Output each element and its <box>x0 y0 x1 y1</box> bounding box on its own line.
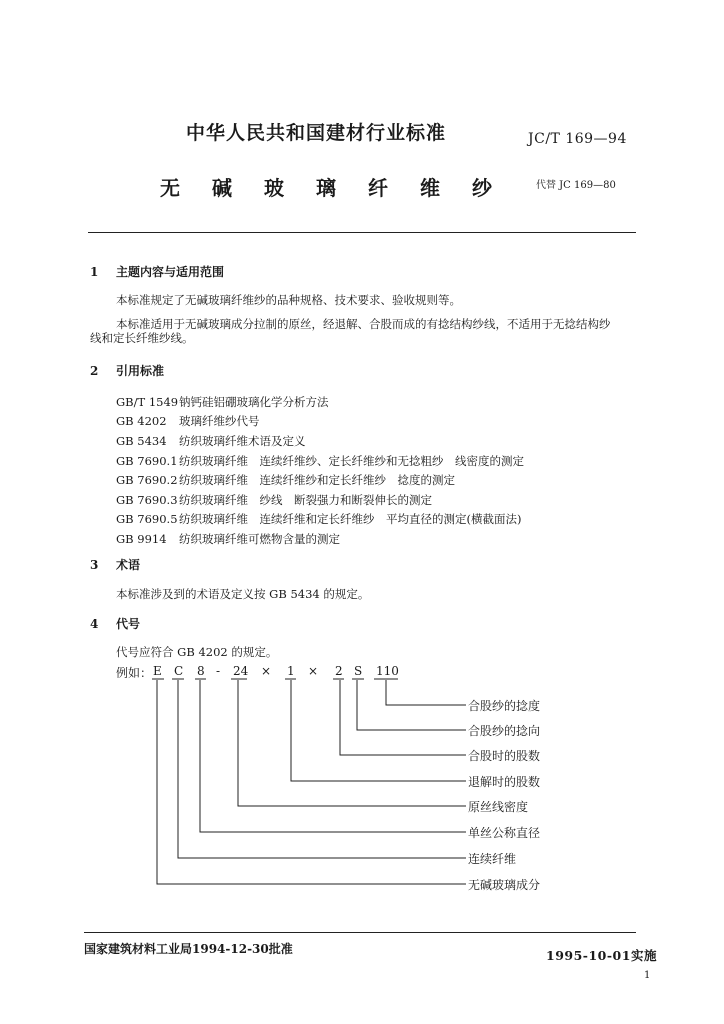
paragraph: 代号应符合 GB 4202 的规定。 <box>116 645 278 659</box>
reference-title: 纺织玻璃纤维 连续纤维纱、定长纤维纱和无捻粗纱 线密度的测定 <box>179 454 524 468</box>
leader-diameter <box>200 680 466 832</box>
section-title: 主题内容与适用范围 <box>116 265 225 279</box>
reference-title: 玻璃纤维纱代号 <box>179 414 260 428</box>
effective-date: 1995-10-01实施 <box>546 948 657 963</box>
code-part-twist: 110 <box>376 664 399 678</box>
reference-code: GB 5434 <box>116 434 167 448</box>
approval-statement: 国家建筑材料工业局1994-12-30批准 <box>84 942 293 956</box>
reference-code: GB 4202 <box>116 414 167 428</box>
page-number: 1 <box>644 970 651 981</box>
reference-code: GB 7690.5 <box>116 512 178 526</box>
reference-code: GB/T 1549 <box>116 395 179 409</box>
section-number: 2 <box>90 364 99 378</box>
document-title: 无碱玻璃纤维纱 <box>160 176 524 200</box>
code-label-diameter: 单丝公称直径 <box>468 826 541 840</box>
code-part-times: × <box>261 664 272 678</box>
reference-code: GB 7690.1 <box>116 454 178 468</box>
section-number: 3 <box>90 558 99 572</box>
code-part-E: E <box>153 664 162 678</box>
leader-twist <box>386 680 466 705</box>
reference-title: 纺织玻璃纤维 纱线 断裂强力和断裂伸长的测定 <box>179 493 432 507</box>
paragraph: 本标准规定了无碱玻璃纤维纱的品种规格、技术要求、验收规则等。 <box>116 293 461 307</box>
code-part-diameter: 8 <box>197 664 205 678</box>
section-number: 1 <box>90 265 99 279</box>
paragraph: 本标准涉及到的术语及定义按 GB 5434 的规定。 <box>116 587 370 601</box>
reference-code: GB 9914 <box>116 532 167 546</box>
code-label-linear-density: 原丝线密度 <box>468 800 529 814</box>
section-title: 引用标准 <box>116 364 165 378</box>
code-part-plies: 2 <box>335 664 343 678</box>
reference-title: 纺织玻璃纤维 连续纤维纱和定长纤维纱 捻度的测定 <box>179 473 455 487</box>
replaces-note: 代替 JC 169—80 <box>536 180 616 191</box>
code-label-continuous: 连续纤维 <box>468 852 517 866</box>
leader-continuous <box>178 680 466 858</box>
section-title: 代号 <box>116 617 141 631</box>
reference-title: 纺织玻璃纤维可燃物含量的测定 <box>179 532 340 546</box>
leader-plies <box>340 680 466 755</box>
leader-e-glass <box>157 680 466 884</box>
footer-rule <box>84 932 636 933</box>
code-part-C: C <box>174 664 184 678</box>
reference-title: 纺织玻璃纤维 连续纤维和定长纤维纱 平均直径的测定(横截面法) <box>179 512 522 526</box>
section-number: 4 <box>90 617 99 631</box>
code-part-times: × <box>308 664 319 678</box>
code-label-twist-direction: 合股纱的捻向 <box>468 724 541 738</box>
standard-code: JC/T 169—94 <box>528 131 627 147</box>
section-title: 术语 <box>116 558 141 572</box>
code-label-plies: 合股时的股数 <box>468 749 541 763</box>
code-part-linear-density: 24 <box>233 664 249 678</box>
reference-title: 纺织玻璃纤维术语及定义 <box>179 434 306 448</box>
reference-code: GB 7690.2 <box>116 473 178 487</box>
leader-linear-density <box>238 680 466 806</box>
paragraph: 本标准适用于无碱玻璃成分拉制的原丝，经退解、合股而成的有捻结构纱线，不适用于无捻结构纱 <box>116 317 611 331</box>
reference-title: 钠钙硅铝硼玻璃化学分析方法 <box>179 395 329 409</box>
issuing-body-title: 中华人民共和国建材行业标准 <box>186 122 447 144</box>
reference-code: GB 7690.3 <box>116 493 178 507</box>
code-label-twist: 合股纱的捻度 <box>468 699 541 713</box>
example-prefix: 例如： <box>116 666 153 680</box>
code-part-twist-direction: S <box>354 664 363 678</box>
code-part-strands: 1 <box>287 664 295 678</box>
paragraph-continuation: 线和定长纤维纱线。 <box>90 331 194 345</box>
code-label-e-glass: 无碱玻璃成分 <box>468 878 541 892</box>
code-part-dash: - <box>216 664 221 678</box>
code-label-strands: 退解时的股数 <box>468 775 541 789</box>
